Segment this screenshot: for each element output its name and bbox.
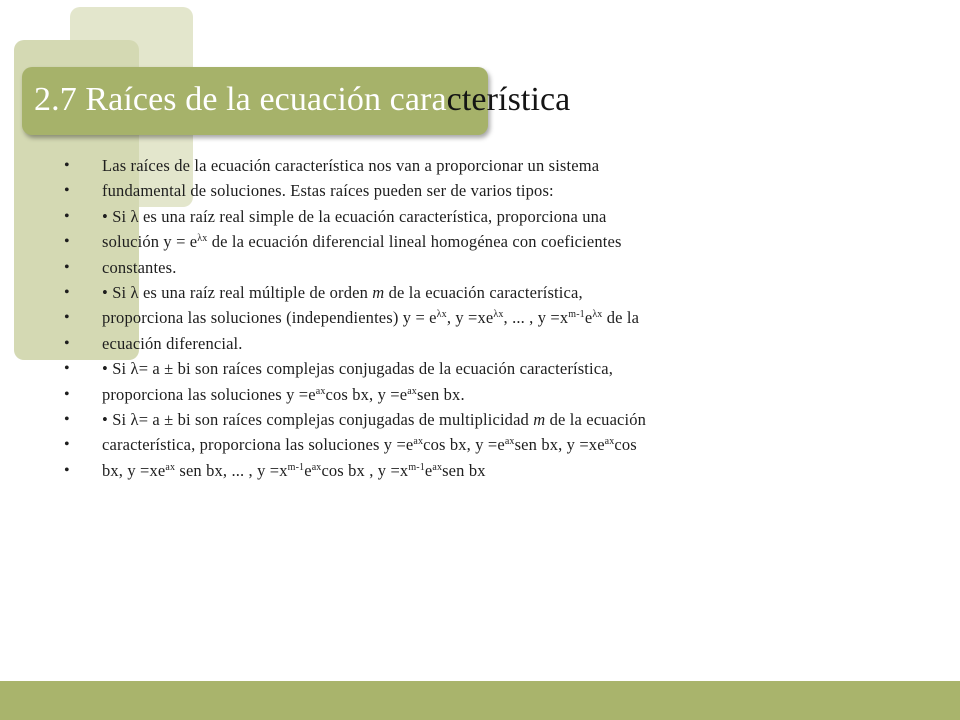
text-run: sen bx: [442, 460, 486, 480]
text-run: sen bx, y =xe: [514, 435, 605, 455]
bullet-line: [0, 407, 646, 432]
slide-title-part-off-banner: cterística: [446, 81, 571, 118]
bullet-line: [0, 432, 646, 457]
superscript: m-1: [287, 461, 305, 473]
superscript: ax: [504, 436, 515, 448]
superscript: ax: [311, 461, 322, 473]
bullet-line: [0, 331, 646, 356]
text-run: • Si λ= a ± bi son raíces complejas conjugadas de la ecuación característica,: [102, 359, 613, 379]
superscript: ax: [165, 461, 176, 473]
text-run: Las raíces de la ecuación característica nos van a proporcionar un sistema: [102, 156, 600, 175]
superscript: λx: [592, 309, 603, 321]
bullet-line: [0, 255, 646, 280]
text-run: • Si λ es una raíz real simple de la ecuación característica, proporciona una: [102, 206, 607, 226]
text-run: cos bx , y =x: [321, 460, 409, 480]
text-run: constantes.: [102, 257, 177, 277]
text-run: • Si λ= a ± bi son raíces complejas conjugadas de multiplicidad: [102, 409, 534, 429]
superscript: λx: [197, 233, 208, 245]
superscript: ax: [407, 385, 417, 397]
superscript: ax: [315, 385, 326, 397]
text-run: de la ecuación diferencial lineal homogénea con coeficientes: [207, 232, 622, 252]
text-run: de la ecuación característica,: [384, 282, 583, 302]
text-run: de la ecuación: [545, 409, 647, 429]
text-run: e: [424, 460, 433, 480]
bullet-line: [0, 153, 646, 178]
text-run: sen bx.: [416, 384, 465, 404]
italic-variable: m: [372, 282, 385, 302]
text-run: de la: [602, 308, 640, 328]
text-run: cos: [614, 435, 637, 455]
text-run: cos bx, y =e: [423, 435, 505, 455]
superscript: λx: [436, 309, 447, 321]
text-run: , y =xe: [446, 308, 494, 328]
superscript: m-1: [408, 461, 425, 473]
bullet-line: [0, 280, 646, 305]
bullet-line: [0, 178, 646, 203]
italic-variable: m: [533, 409, 546, 429]
text-run: • Si λ es una raíz real múltiple de orden: [102, 282, 373, 302]
text-run: proporciona las soluciones (independientes) y = e: [102, 308, 437, 328]
bullet-line: [0, 458, 646, 483]
text-run: solución y = e: [102, 232, 198, 252]
superscript: m-1: [568, 309, 585, 321]
slide-title-part-on-banner: 2.7 Raíces de la ecuación cara: [34, 81, 447, 118]
bullet-line: [0, 229, 646, 254]
slide-title: [34, 78, 570, 122]
text-run: ecuación diferencial.: [102, 333, 243, 353]
text-run: e: [584, 308, 593, 328]
bottom-band: [0, 681, 960, 720]
text-run: sen bx, ... , y =x: [175, 460, 288, 480]
bullet-line: [0, 305, 646, 330]
text-run: proporciona las soluciones y =e: [102, 384, 316, 404]
superscript: ax: [432, 461, 443, 473]
text-run: característica, proporciona las soluciones y =e: [102, 435, 414, 455]
bullet-line: [0, 356, 646, 381]
superscript: λx: [493, 309, 504, 321]
superscript: ax: [604, 436, 615, 448]
bullet-list: [0, 153, 646, 483]
text-run: cos bx, y =e: [325, 384, 408, 404]
bullet-line: [0, 204, 646, 229]
text-run: e: [304, 460, 312, 480]
text-run: , ... , y =x: [503, 308, 569, 328]
superscript: ax: [413, 436, 424, 448]
text-run: fundamental de soluciones. Estas raíces pueden ser de varios tipos:: [102, 181, 554, 201]
bullet-line: [0, 382, 646, 407]
text-run: bx, y =xe: [102, 460, 166, 480]
